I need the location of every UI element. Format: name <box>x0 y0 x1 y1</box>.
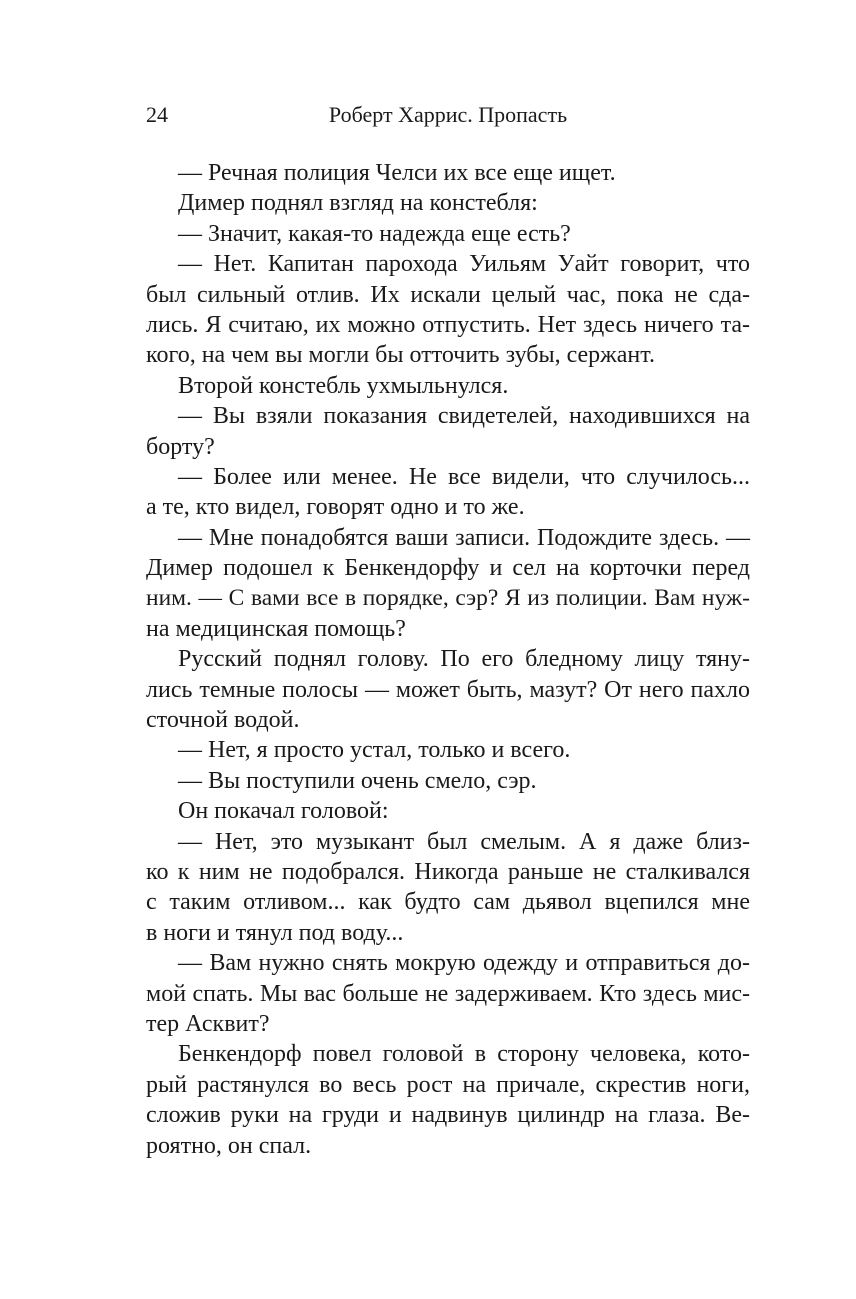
running-title: Роберт Харрис. Пропасть <box>328 102 568 127</box>
text-line: Второй констебль ухмыльнулся. <box>178 372 509 399</box>
text-line: — Вам нужно снять мокрую одежду и отправиться до- <box>178 950 750 977</box>
text-line: кого, на чем вы могли бы отточить зубы, сержант. <box>146 342 655 369</box>
text-line: — Значит, какая-то надежда еще есть? <box>178 220 571 247</box>
text-line: — Более или менее. Не все видели, что случилось... <box>178 463 750 490</box>
text-line: Русский поднял голову. По его бледному лицу тяну- <box>178 646 750 673</box>
text-line: ним. — С вами все в порядке, сэр? Я из полиции. Вам нуж- <box>146 585 750 612</box>
text-line: борту? <box>146 433 215 460</box>
text-line: рый растянулся во весь рост на причале, скрестив ноги, <box>146 1071 750 1098</box>
text-line: — Мне понадобятся ваши записи. Подождите здесь. — <box>178 524 750 551</box>
text-line: сточной водой. <box>146 707 300 734</box>
text-line: лись. Я считаю, их можно отпустить. Нет здесь ничего та- <box>146 311 750 338</box>
text-line: Он покачал головой: <box>178 798 389 825</box>
text-line: Бенкендорф повел головой в сторону человека, кото- <box>178 1041 750 1068</box>
text-line: — Вы взяли показания свидетелей, находившихся на <box>178 403 750 430</box>
page-number: 24 <box>146 102 168 127</box>
text-line: — Вы поступили очень смело, сэр. <box>178 767 537 794</box>
text-line: ко к ним не подобрался. Никогда раньше не сталкивался <box>146 858 750 885</box>
text-line: в ноги и тянул под воду... <box>146 919 404 946</box>
text-line: — Нет, это музыкант был смелым. А я даже близ- <box>178 828 750 855</box>
text-line: роятно, он спал. <box>146 1132 312 1159</box>
text-line: — Речная полиция Челси их все еще ищет. <box>178 160 616 186</box>
text-line: Димер поднял взгляд на констебля: <box>178 190 538 217</box>
text-line: Димер подошел к Бенкендорфу и сел на корточки перед <box>146 555 750 582</box>
text-line: лись темные полосы — может быть, мазут? От него пахло <box>146 676 750 703</box>
text-line: — Нет, я просто устал, только и всего. <box>178 737 571 764</box>
text-line: тер Асквит? <box>146 1010 270 1037</box>
text-line: а те, кто видел, говорят одно и то же. <box>146 494 525 521</box>
body-text <box>146 158 750 1161</box>
text-line: с таким отливом... как будто сам дьявол вцепился мне <box>146 889 750 916</box>
running-head <box>146 100 750 130</box>
text-line: сложив руки на груди и надвинув цилиндр на глаза. Ве- <box>146 1102 750 1129</box>
text-line: — Нет. Капитан парохода Уильям Уайт говорит, что <box>178 251 750 278</box>
text-line: мой спать. Мы вас больше не задерживаем. Кто здесь мис- <box>146 980 750 1007</box>
text-line: был сильный отлив. Их искали целый час, пока не сда- <box>146 281 750 308</box>
text-line: на медицинская помощь? <box>146 615 406 642</box>
